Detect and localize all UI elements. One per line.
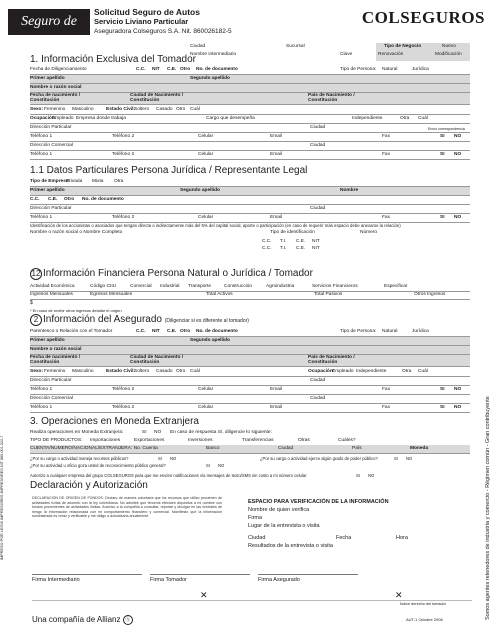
aseg-segundo-apellido: Segundo apellido bbox=[190, 338, 230, 343]
sidebar-text: Somos agentes retenedores de industria y comercio - Régimen común - Gran contribuyente bbox=[485, 396, 491, 620]
celular-label: Celular bbox=[198, 134, 214, 139]
casado-option[interactable]: Casado bbox=[156, 107, 173, 112]
section-1-title: 1. Información Exclusiva del Tomador bbox=[30, 54, 197, 65]
row-ocupacion bbox=[30, 115, 470, 124]
email-label: Email bbox=[270, 134, 282, 139]
celular-label-2: Celular bbox=[198, 152, 214, 157]
q1-si[interactable]: SI bbox=[158, 456, 162, 461]
firma-tomador-label: Firma Tomador bbox=[150, 577, 187, 583]
otra-option[interactable]: Otra bbox=[400, 116, 410, 121]
cual-label-2: Cuál bbox=[418, 116, 428, 121]
accionistas-text: Identificación de los accionistas o asociados que tengan directa o indirectamente más del 5% del capital social, aporte o participación (en caso de requerir más espacio debe anexarse la relación) bbox=[30, 223, 401, 228]
row-autorizo bbox=[30, 472, 470, 480]
row-aseg-dir-com bbox=[30, 395, 470, 404]
egresos-label: Egresos Mensuales bbox=[90, 292, 133, 297]
intermediario-label: Nombre intermediario bbox=[190, 52, 237, 57]
aseg-natural[interactable]: Natural bbox=[382, 329, 398, 334]
cargo-label: Cargo que desempeña bbox=[206, 116, 255, 121]
soltero-option[interactable]: Soltero bbox=[134, 107, 150, 112]
row-accionistas-head bbox=[30, 229, 470, 237]
q2-si[interactable]: SI bbox=[206, 463, 210, 468]
femenino-option[interactable]: Femenino bbox=[44, 107, 66, 112]
aseg-fax-2: Fax bbox=[382, 405, 390, 410]
row-realiza bbox=[30, 429, 470, 437]
rep-ciudad-label: Ciudad bbox=[310, 206, 326, 211]
empresa-label: Empresa donde trabaja bbox=[76, 116, 126, 121]
pasivos-label: Total Pasivos bbox=[314, 292, 343, 297]
pais-nac-label: País de Nacimiento / bbox=[308, 93, 355, 98]
envio-label: Envío correspondencia bbox=[428, 127, 465, 131]
ciudad-label: Ciudad bbox=[190, 44, 206, 49]
rep-no[interactable]: NO bbox=[454, 215, 462, 220]
row-rep-tel bbox=[30, 214, 470, 223]
rep-ce[interactable]: C.E. bbox=[48, 197, 58, 202]
verif-fecha: Fecha bbox=[336, 535, 352, 541]
bottom-divider bbox=[32, 600, 472, 601]
aseg-no-doc: No. de documento bbox=[196, 329, 238, 334]
nombre-razon-label: Nombre o razón social bbox=[30, 85, 82, 90]
row-rep-apellidos bbox=[30, 187, 470, 196]
ingresos-nota: * En caso de recibir otros ingresos detallar el origen bbox=[30, 308, 122, 313]
printer-imprint bbox=[0, 360, 8, 560]
agro-option[interactable]: Agroindustria bbox=[266, 284, 295, 289]
renovacion-option[interactable]: Renovación bbox=[378, 52, 404, 57]
dollar-sign: $ bbox=[30, 300, 33, 306]
industrial-option[interactable]: Industrial bbox=[160, 284, 180, 289]
telefono2-label-2: Teléfono 2 bbox=[112, 152, 135, 157]
tipo-empresa-label: Tipo de Empresa: bbox=[30, 179, 71, 184]
mixta-option[interactable]: Mixta bbox=[92, 179, 104, 184]
section-12-number: 12 bbox=[31, 269, 41, 278]
comercial-option[interactable]: Comercial bbox=[130, 284, 152, 289]
rep-segundo-apellido: Segundo apellido bbox=[180, 188, 220, 193]
acc-ce-1[interactable]: C.E. bbox=[296, 239, 306, 244]
aseg-tel2-2: Teléfono 2 bbox=[112, 405, 135, 410]
dir-particular-label: Dirección Particular bbox=[30, 125, 72, 130]
importaciones-option[interactable]: Importaciones bbox=[90, 438, 121, 443]
brand-logo: COLSEGUROS bbox=[361, 8, 485, 27]
telefono1-label: Teléfono 1 bbox=[30, 134, 53, 139]
acc-ce-2[interactable]: C.E. bbox=[296, 246, 306, 251]
verif-hora: Hora bbox=[396, 535, 408, 541]
aseg-independiente[interactable]: Independiente bbox=[356, 369, 387, 374]
dir-comercial-label: Dirección Comercial bbox=[30, 143, 73, 148]
row-aseg-nombre bbox=[30, 346, 470, 355]
q3-no[interactable]: NO bbox=[406, 456, 413, 461]
aseg-casado[interactable]: Casado bbox=[156, 369, 173, 374]
row-aseg-sexo bbox=[30, 368, 470, 377]
rep-email: Email bbox=[270, 215, 282, 220]
ingresos-label: Ingresos Mensuales bbox=[30, 292, 73, 297]
si-option[interactable]: SI bbox=[440, 134, 445, 139]
form-title: Solicitud Seguro de Autos bbox=[94, 7, 200, 17]
juridica-option[interactable]: Jurídica bbox=[412, 67, 429, 72]
aseg-nombre: Nombre o razón social bbox=[30, 347, 82, 352]
aseg-empleado[interactable]: Empleado bbox=[332, 369, 354, 374]
section-3-title: 3. Operaciones en Moneda Extranjera bbox=[30, 416, 199, 427]
form-subtitle: Servicio Liviano Particular bbox=[94, 17, 189, 26]
especificar-label: Especificar bbox=[384, 284, 408, 289]
cual-label: Cuál bbox=[190, 107, 200, 112]
aseg-otro[interactable]: Otro bbox=[180, 329, 191, 334]
rep-dir-label: Dirección Particular bbox=[30, 206, 72, 211]
otra-empresa-option[interactable]: Otra bbox=[114, 179, 124, 184]
aseg-constitucion: Constitución bbox=[30, 360, 60, 365]
moneda-label: Moneda bbox=[410, 446, 429, 451]
autorizo-label: Autorizo a cualquier empresa del grupo COLSEGUROS para que me envíen notificaciones vía mensajes de texto/SMS sin costo a mi número celular bbox=[30, 473, 307, 478]
sidebar-legal-text bbox=[485, 380, 495, 620]
numero-label: Número bbox=[360, 230, 378, 235]
empleado-option[interactable]: Empleado bbox=[52, 116, 74, 121]
aseg-tel1: Teléfono 1 bbox=[30, 387, 53, 392]
aseg-dir-comercial: Dirección Comercial bbox=[30, 396, 73, 401]
x-mark-2: ✕ bbox=[395, 590, 403, 600]
firma-intermediario-label: Firma Intermediario bbox=[32, 577, 80, 583]
sucursal-label: Sucursal bbox=[286, 44, 305, 49]
row-nombre bbox=[30, 84, 470, 93]
si-option-2[interactable]: SI bbox=[440, 152, 445, 157]
rep-no-doc: No. de documento bbox=[82, 197, 124, 202]
nit-option[interactable]: NIT bbox=[152, 67, 160, 72]
row-ingresos bbox=[30, 291, 470, 300]
row-apellidos bbox=[30, 75, 470, 84]
otros-ingresos-label: Otros Ingresos bbox=[414, 292, 446, 297]
modificacion-option[interactable]: Modificación bbox=[435, 52, 462, 57]
aseg-cual-2: Cuál bbox=[418, 369, 428, 374]
allianz-text: Una compañía de Allianz bbox=[32, 615, 121, 625]
q2-no[interactable]: NO bbox=[218, 463, 225, 468]
construccion-option[interactable]: Construcción bbox=[224, 284, 252, 289]
tipo-id-label: Tipo de identificación bbox=[270, 230, 315, 235]
rep-otro[interactable]: Otro bbox=[64, 197, 75, 202]
exportaciones-option[interactable]: Exportaciones bbox=[134, 438, 165, 443]
aseg-si[interactable]: SI bbox=[440, 387, 445, 392]
aseg-celular: Celular bbox=[198, 387, 214, 392]
autorizo-si[interactable]: SI bbox=[356, 473, 360, 478]
aseg-fax: Fax bbox=[382, 387, 390, 392]
aseg-no-2[interactable]: NO bbox=[454, 405, 462, 410]
otro-ec-option[interactable]: Otro bbox=[176, 107, 186, 112]
aseg-no[interactable]: NO bbox=[454, 387, 462, 392]
realiza-label: Realiza operaciones en Moneda Extranjera: bbox=[30, 430, 124, 435]
independiente-option[interactable]: Independiente bbox=[352, 116, 383, 121]
aseg-pais-nac: País de Nacimiento / bbox=[308, 355, 355, 360]
constitucion-label-2: Constitución bbox=[130, 98, 160, 103]
ocupacion-label: Ocupación: bbox=[30, 116, 57, 121]
rep-si[interactable]: SI bbox=[440, 215, 445, 220]
acc-nit-1[interactable]: NIT bbox=[312, 239, 320, 244]
fax-label: Fax bbox=[382, 134, 390, 139]
nuevo-option[interactable]: Nuevo bbox=[442, 44, 456, 49]
sexo-label: Sexo: bbox=[30, 107, 44, 112]
verificacion-block bbox=[248, 498, 448, 550]
row-q2 bbox=[30, 462, 470, 470]
realiza-si[interactable]: SI bbox=[142, 430, 147, 435]
row-nacimiento bbox=[30, 93, 470, 105]
section-4-title: Declaración y Autorización bbox=[30, 480, 148, 491]
acc-cc-2[interactable]: C.C. bbox=[262, 246, 272, 251]
rep-tel2: Teléfono 2 bbox=[112, 215, 135, 220]
q3-si[interactable]: SI bbox=[394, 456, 398, 461]
aseg-ciudad-2: Ciudad bbox=[310, 396, 326, 401]
fax-label-2: Fax bbox=[382, 152, 390, 157]
cuenta-label: CUENTA/NUMERO/NACIONAL/EXTRANJERA: No. Cuenta bbox=[30, 446, 158, 451]
acc-ti-2[interactable]: T.I. bbox=[280, 246, 287, 251]
aseg-sexo: Sexo: bbox=[30, 369, 44, 374]
row-rep-doc bbox=[30, 196, 470, 205]
espacio-label: ESPACIO PARA VERIFICACIÓN DE LA INFORMACIÓN bbox=[248, 499, 389, 505]
inversiones-option[interactable]: Inversiones bbox=[188, 438, 213, 443]
section-12-text: Información Financiera Persona Natural o Jurídica / Tomador bbox=[43, 268, 313, 279]
section-2-title bbox=[30, 314, 249, 327]
allianz-footer bbox=[32, 615, 133, 625]
aseg-estado-civil: Estado Civil: bbox=[106, 369, 136, 374]
row-rep-dir bbox=[30, 205, 470, 214]
aseg-celular-2: Celular bbox=[198, 405, 214, 410]
tipo-negocio-label: Tipo de Negocio bbox=[384, 44, 422, 49]
row-aseg-apellidos bbox=[30, 337, 470, 346]
aseg-soltero[interactable]: Soltero bbox=[134, 369, 150, 374]
row-aseg-tel-2 bbox=[30, 404, 470, 413]
aseg-otra[interactable]: Otra bbox=[402, 369, 412, 374]
servicios-option[interactable]: Servicios Financieros bbox=[312, 284, 358, 289]
aseg-email-2: Email bbox=[270, 405, 282, 410]
fecha-nac-label: Fecha de nacimiento / bbox=[30, 93, 81, 98]
clave-label: Clave bbox=[340, 52, 353, 57]
rep-cc[interactable]: C.C. bbox=[30, 197, 40, 202]
aseg-ciudad: Ciudad bbox=[310, 378, 326, 383]
tipo-productos-label: TIPO DE PRODUCTOS: bbox=[30, 438, 83, 443]
aseg-cc[interactable]: C.C. bbox=[136, 329, 146, 334]
rep-tel1: Teléfono 1 bbox=[30, 215, 53, 220]
realiza-no[interactable]: NO bbox=[154, 430, 162, 435]
row-telefonos bbox=[30, 133, 470, 142]
en-caso-label: En caso de respuesta Sí, diligencie lo siguiente: bbox=[170, 430, 272, 435]
resultados-label: Resultados de la entrevista o visita bbox=[248, 543, 333, 549]
aseg-constitucion-2: Constitución bbox=[130, 360, 160, 365]
constitucion-label-3: Constitución bbox=[308, 98, 338, 103]
primer-apellido-label: Primer apellido bbox=[30, 76, 65, 81]
aseg-ce[interactable]: C.E. bbox=[167, 329, 177, 334]
row-aseg-nac bbox=[30, 355, 470, 367]
ciiu-label: Código CIIU bbox=[90, 284, 117, 289]
masculino-option[interactable]: Masculino bbox=[72, 107, 94, 112]
natural-option[interactable]: Natural bbox=[382, 67, 398, 72]
acc-ti-1[interactable]: T.I. bbox=[280, 239, 287, 244]
allianz-icon: Ⓐ bbox=[123, 615, 133, 625]
x-mark-1: ✕ bbox=[200, 590, 208, 600]
q1-label: ¿Por su cargo o actividad maneja recursos públicos? bbox=[30, 456, 129, 461]
ciudad-label-3: Ciudad bbox=[310, 143, 326, 148]
no-option-2[interactable]: NO bbox=[454, 152, 462, 157]
acc-cc-1[interactable]: C.C. bbox=[262, 239, 272, 244]
segundo-apellido-label: Segundo apellido bbox=[190, 76, 230, 81]
tipo-persona-label: Tipo de Persona: bbox=[340, 67, 377, 72]
row-cuenta bbox=[30, 445, 470, 454]
email-label-2: Email bbox=[270, 152, 282, 157]
estado-civil-label: Estado Civil: bbox=[106, 107, 136, 112]
row-dir-comercial bbox=[30, 142, 470, 151]
firma-verifica-label: Firma bbox=[248, 515, 263, 521]
row-sexo bbox=[30, 106, 470, 115]
ce-option[interactable]: C.E. bbox=[167, 67, 177, 72]
aseg-juridica[interactable]: Jurídica bbox=[412, 329, 429, 334]
otro-option[interactable]: Otro bbox=[180, 67, 191, 72]
company-name: Aseguradora Colseguros S.A. Nit. 860026182-5 bbox=[94, 28, 232, 35]
declaracion-text: DECLARACIÓN DE ORIGEN DE FONDOS. Declaro de manera voluntaria que los recursos que utilizo provienen de actividades lícitas de acuerdo con la ley colombiana. No admitiré que terceros efectúen depósitos a mi nombre con fondos provenientes de actividades ilícitas. Autorizo a la compañía a consultar, reportar y divulgar en las centrales de riesgo la información relacionada con mi comportamiento financiero y comercial. Manifiesto que la información suministrada es veraz y verificable y me obligo a actualizarla anualmente. bbox=[32, 496, 222, 519]
aseg-ciudad-nac: Ciudad de Nacimiento / bbox=[130, 355, 184, 360]
otras-option[interactable]: Otras bbox=[298, 438, 310, 443]
transporte-option[interactable]: Transporte bbox=[188, 284, 212, 289]
huella-label: Índice derecho del tomador bbox=[400, 602, 447, 606]
row-dir-particular bbox=[30, 124, 470, 133]
sig-line-1 bbox=[32, 574, 142, 575]
section-2-text: Información del Asegurado bbox=[43, 314, 162, 325]
nombre-verifica-label: Nombre de quien verifica bbox=[248, 507, 310, 513]
privada-option[interactable]: Privada bbox=[66, 179, 83, 184]
rep-nombre: Nombre bbox=[340, 188, 359, 193]
aseg-tipo-persona: Tipo de Persona: bbox=[340, 329, 377, 334]
q2-label: ¿Por su actividad u oficio goza usted de reconocimiento público general? bbox=[30, 463, 166, 468]
no-doc-label: No. de documento bbox=[196, 67, 238, 72]
q3-label: ¿Por su cargo o actividad ejerce algún grado de poder público? bbox=[260, 456, 378, 461]
aseg-dir-particular: Dirección Particular bbox=[30, 378, 72, 383]
section-12-title bbox=[30, 268, 313, 280]
rep-celular: Celular bbox=[198, 215, 214, 220]
aseg-tel2: Teléfono 2 bbox=[112, 387, 135, 392]
banco-label: Banco bbox=[206, 446, 220, 451]
no-option[interactable]: NO bbox=[454, 134, 462, 139]
cuales-label: Cuáles? bbox=[338, 438, 356, 443]
verif-ciudad: Ciudad bbox=[248, 535, 266, 541]
section-2-note: (Diligenciar si es diferente al tomador) bbox=[164, 318, 249, 324]
rep-fax: Fax bbox=[382, 215, 390, 220]
aseg-tel1-2: Teléfono 1 bbox=[30, 405, 53, 410]
aseg-femenino[interactable]: Femenino bbox=[44, 369, 66, 374]
transferencias-option[interactable]: Transferencias bbox=[242, 438, 274, 443]
seguro-autos-logo: Seguro de Autos bbox=[8, 9, 90, 35]
row-aseg-tel bbox=[30, 386, 470, 395]
fecha-dil-label: Fecha de Diligenciamiento bbox=[30, 67, 87, 72]
aseg-cual: Cuál bbox=[190, 369, 200, 374]
accionista-nombre-label: Nombre o razón social o Nombre Completo bbox=[30, 230, 123, 235]
parentesco-label: Parentesco o Relación con el Tomador bbox=[30, 329, 113, 334]
aseg-constitucion-3: Constitución bbox=[308, 360, 338, 365]
aseg-email: Email bbox=[270, 387, 282, 392]
pais-label: País bbox=[352, 446, 362, 451]
rep-primer-apellido: Primer apellido bbox=[30, 188, 65, 193]
aseg-otro-ec[interactable]: Otro bbox=[176, 369, 186, 374]
row-fecha bbox=[30, 66, 470, 75]
sig-line-3 bbox=[258, 574, 358, 575]
ciudad-cuenta-label: Ciudad bbox=[278, 446, 294, 451]
aseg-masculino[interactable]: Masculino bbox=[72, 369, 94, 374]
constitucion-label: Constitución bbox=[30, 98, 60, 103]
telefono1-label-2: Teléfono 1 bbox=[30, 152, 53, 157]
row-tipo-productos bbox=[30, 437, 470, 445]
autorizo-no[interactable]: NO bbox=[368, 473, 375, 478]
aseg-si-2[interactable]: SI bbox=[440, 405, 445, 410]
aseg-fecha-nac: Fecha de nacimiento / bbox=[30, 355, 81, 360]
aseg-ocupacion: Ocupación: bbox=[308, 369, 335, 374]
cc-option[interactable]: C.C. bbox=[136, 67, 146, 72]
aseg-nit[interactable]: NIT bbox=[152, 329, 160, 334]
row-tipo-empresa bbox=[30, 178, 470, 187]
lugar-label: Lugar de la entrevista o visita bbox=[248, 523, 320, 529]
telefono2-label: Teléfono 2 bbox=[112, 134, 135, 139]
aseg-primer-apellido: Primer apellido bbox=[30, 338, 65, 343]
row-aseg-dir bbox=[30, 377, 470, 386]
ciudad-label-2: Ciudad bbox=[310, 125, 326, 130]
printer-text: IMPRESO POR LEGIS IMPRESORES IMPRESORES NIT 860.001.022-7 bbox=[0, 435, 4, 560]
sig-line-2 bbox=[150, 574, 250, 575]
activos-label: Total Activos bbox=[206, 292, 233, 297]
q1-no[interactable]: NO bbox=[170, 456, 177, 461]
actividad-label: Actividad Económica bbox=[30, 284, 75, 289]
ciudad-nac-label: Ciudad de Nacimiento / bbox=[130, 93, 184, 98]
row-parentesco bbox=[30, 328, 470, 337]
row-telefonos-2 bbox=[30, 151, 470, 160]
section-2-number: 2 bbox=[30, 314, 42, 326]
acc-nit-2[interactable]: NIT bbox=[312, 246, 320, 251]
firma-asegurado-label: Firma Asegurado bbox=[258, 577, 300, 583]
form-code: AUT-1 Octubre 2006 bbox=[406, 617, 443, 622]
section-11-title: 1.1 Datos Particulares Persona Jurídica / Representante Legal bbox=[30, 165, 308, 176]
